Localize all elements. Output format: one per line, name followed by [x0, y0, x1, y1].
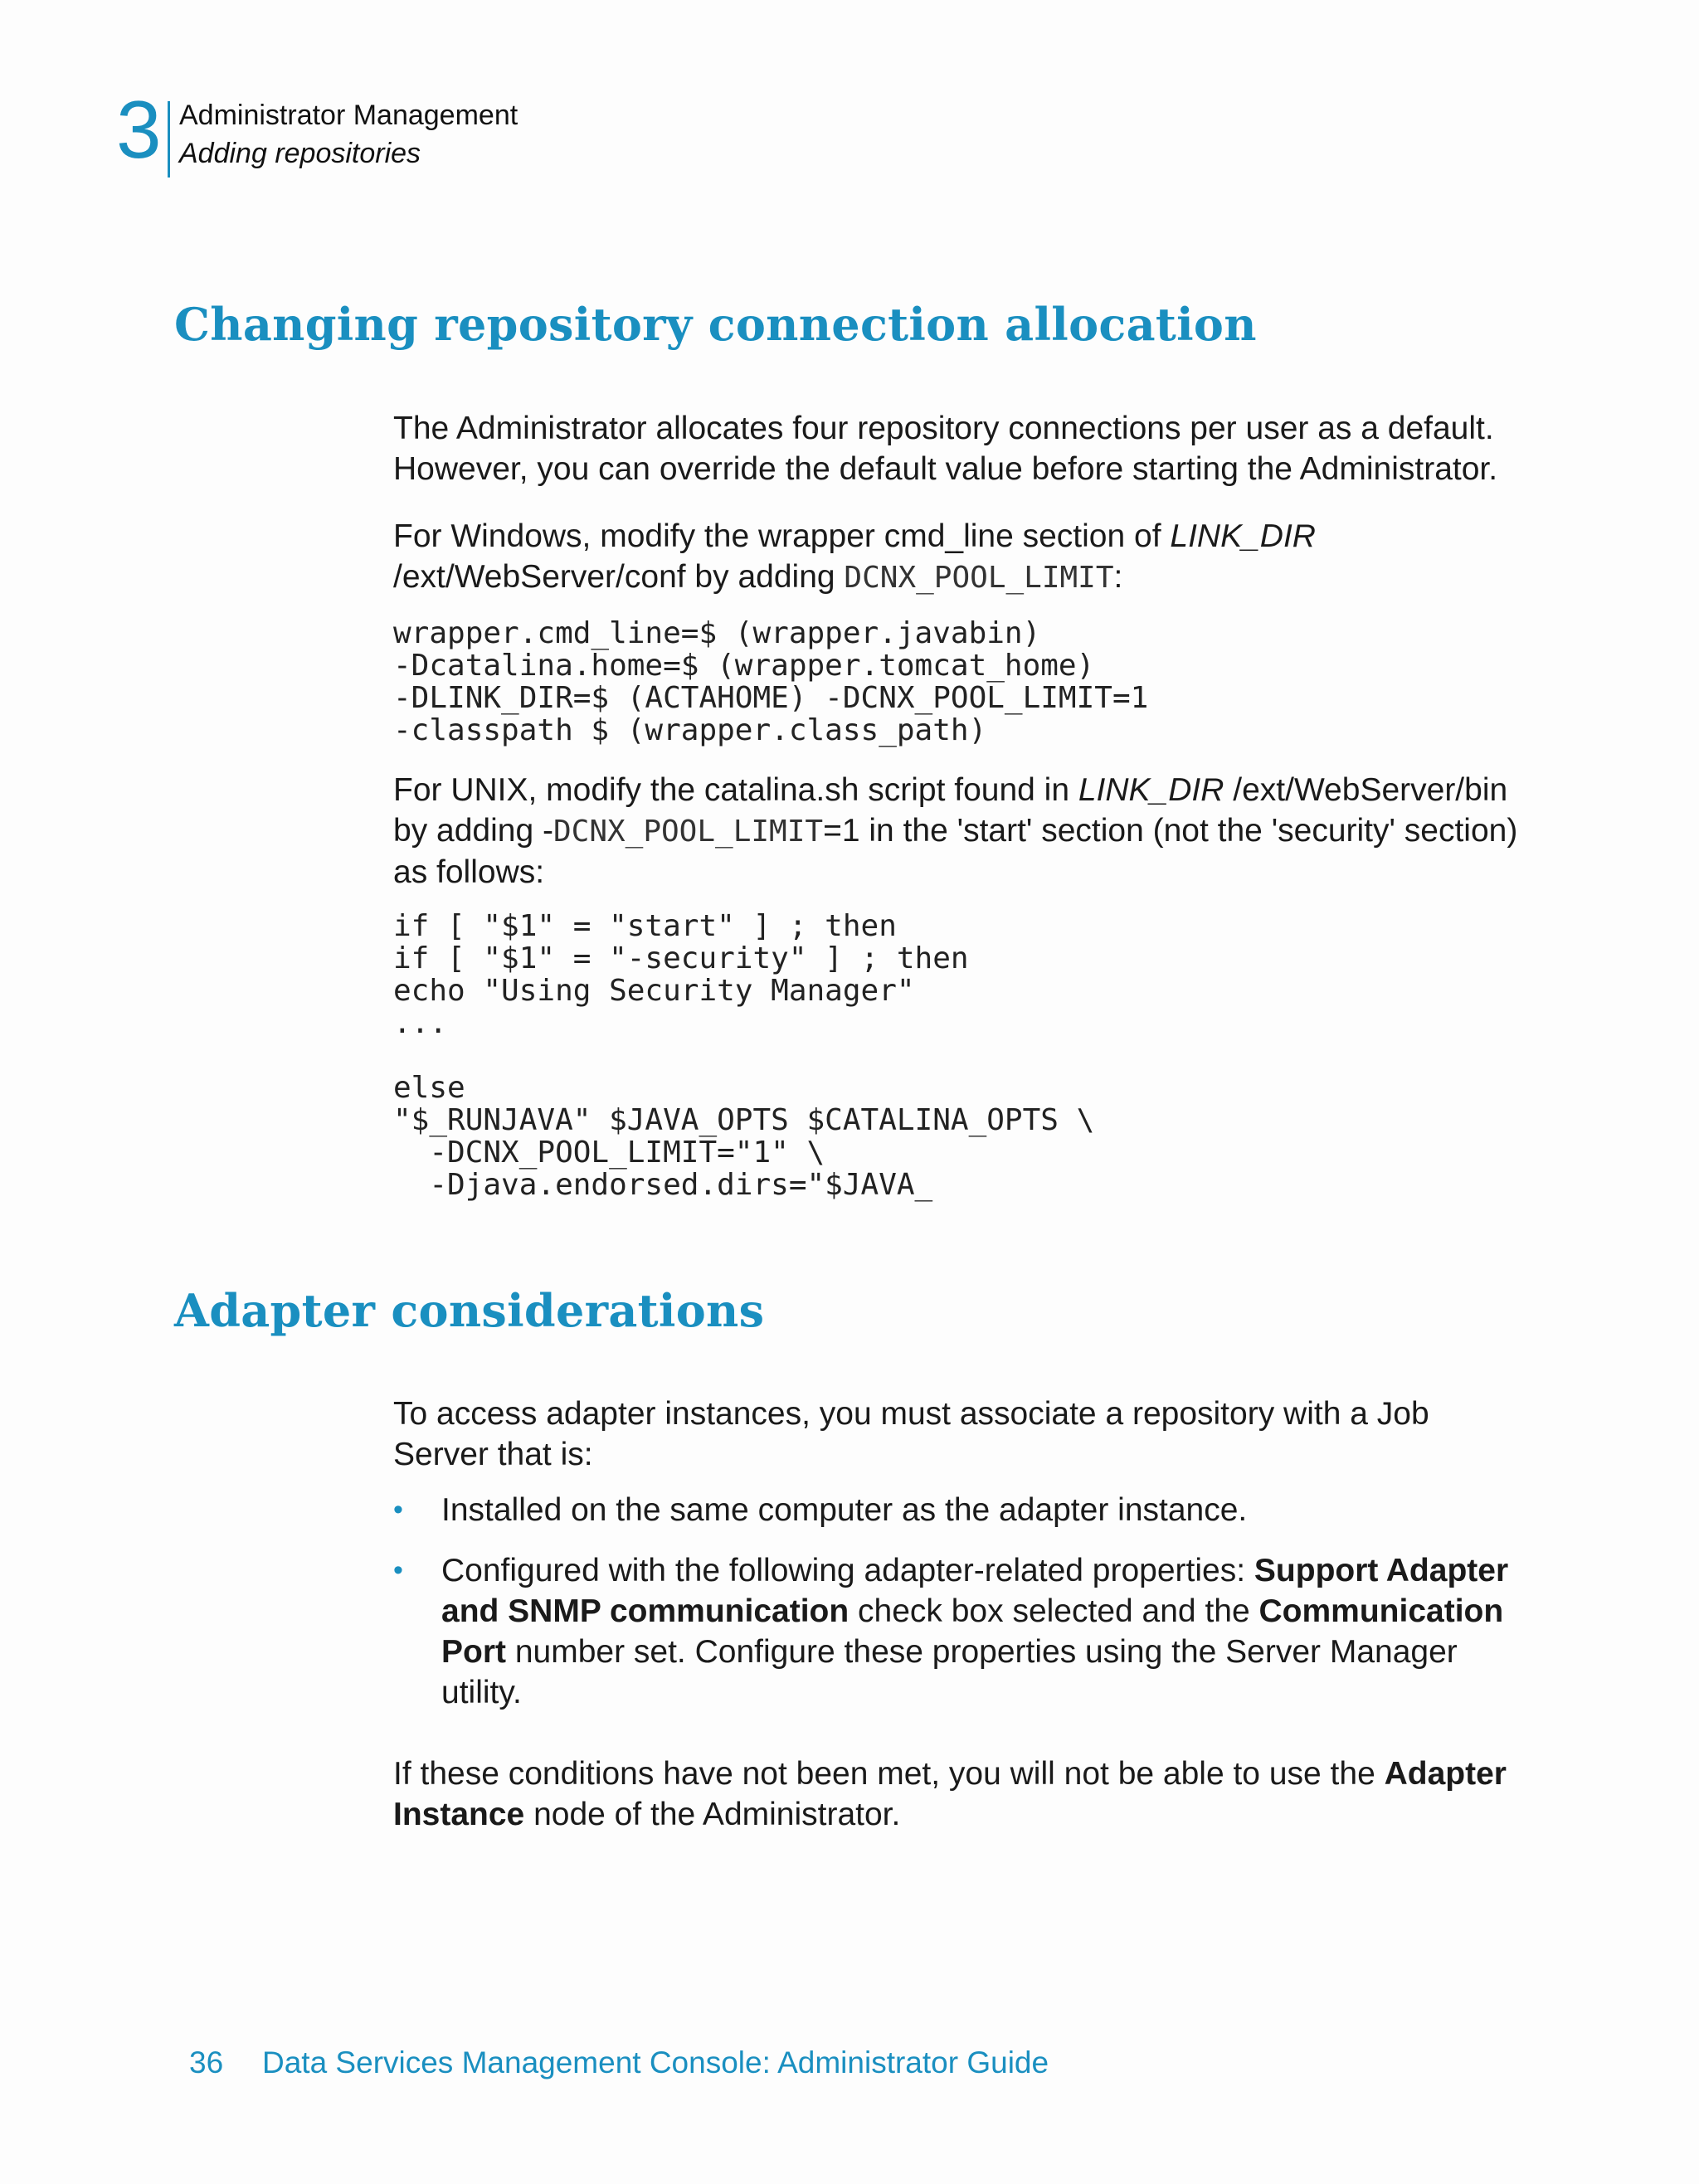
link-dir-term: LINK_DIR: [1078, 772, 1224, 808]
text-run: For Windows, modify the wrapper cmd_line section of: [393, 518, 1171, 554]
bullet-icon: •: [393, 1494, 403, 1525]
paragraph-unix-instructions: [393, 770, 1521, 893]
text-run: For UNIX, modify the catalina.sh script found in: [393, 772, 1078, 808]
bullet-icon: •: [393, 1554, 403, 1586]
paragraph-text: To access adapter instances, you must associate a repository with a Job Server that is:: [393, 1396, 1429, 1472]
paragraph-adapter-intro: [393, 1394, 1521, 1475]
text-run: node of the Administrator.: [524, 1797, 901, 1832]
ui-term: Support Adapter and SNMP communication: [441, 1553, 1509, 1629]
text-run: /ext/WebServer/conf by adding: [393, 559, 845, 595]
ui-term: Communication Port: [441, 1593, 1504, 1670]
bullet-list: [393, 1490, 1521, 1713]
chapter-title: Administrator Management: [179, 100, 518, 131]
code-text: wrapper.cmd_line=$ (wrapper.javabin) -Dcatalina.home=$ (wrapper.tomcat_home) -DLINK_DIR=$ (ACTAHOME) -DCNX_POOL_LIMIT=1 -classpath $ (wrapper.class_path): [393, 616, 1149, 747]
paragraph-windows-instructions: [393, 516, 1521, 598]
chapter-divider: [168, 101, 170, 178]
text-run: =1 in the 'start' section (not the 'security' section) as follows:: [393, 813, 1518, 890]
code-text: if [ "$1" = "start" ] ; then if [ "$1" = "-security" ] ; then echo "Using Security Manager" ... else "$_RUNJAVA" $JAVA_OPTS $CATALINA_OPTS \ -DCNX_POOL_LIMIT="1" \ -Djava.endorsed.dirs="$JAVA_: [393, 909, 1095, 1202]
text-run: /ext/WebServer/bin by adding -: [393, 772, 1508, 849]
page-footer: [189, 2042, 1049, 2084]
inline-code: DCNX_POOL_LIMIT: [553, 815, 824, 849]
paragraph-default-allocation: [393, 408, 1521, 489]
page-number: 36: [189, 2045, 224, 2079]
code-block-windows: [393, 617, 1521, 747]
list-item: [393, 1490, 1521, 1530]
text-run: If these conditions have not been met, you will not be able to use the: [393, 1756, 1385, 1792]
paragraph-text: [393, 1754, 1521, 1835]
list-item: [393, 1550, 1521, 1713]
heading-changing-repository-connection-allocation: Changing repository connection allocation: [174, 298, 1257, 351]
text-run: number set. Configure these properties using the Server Manager utility.: [441, 1634, 1458, 1710]
paragraph-text: [393, 770, 1521, 893]
text-run: check box selected and the: [849, 1593, 1259, 1629]
paragraph-text: The Administrator allocates four repository connections per user as a default. However, you can override the default value before starting the Administrator.: [393, 411, 1498, 487]
inline-code: DCNX_POOL_LIMIT: [844, 561, 1114, 595]
link-dir-term: LINK_DIR: [1170, 518, 1316, 554]
chapter-number: 3: [116, 84, 162, 175]
text-run: Configured with the following adapter-related properties:: [441, 1553, 1254, 1588]
paragraph-conditions-note: [393, 1754, 1521, 1835]
code-block-unix: [393, 910, 1521, 1201]
list-item-text: Installed on the same computer as the adapter instance.: [441, 1492, 1248, 1528]
section-title: Adding repositories: [179, 138, 421, 169]
book-title: Data Services Management Console: Administrator Guide: [262, 2045, 1049, 2079]
text-run: :: [1113, 559, 1123, 595]
heading-adapter-considerations: Adapter considerations: [174, 1284, 765, 1337]
ui-term: Adapter Instance: [393, 1756, 1507, 1832]
paragraph-text: [393, 516, 1521, 598]
